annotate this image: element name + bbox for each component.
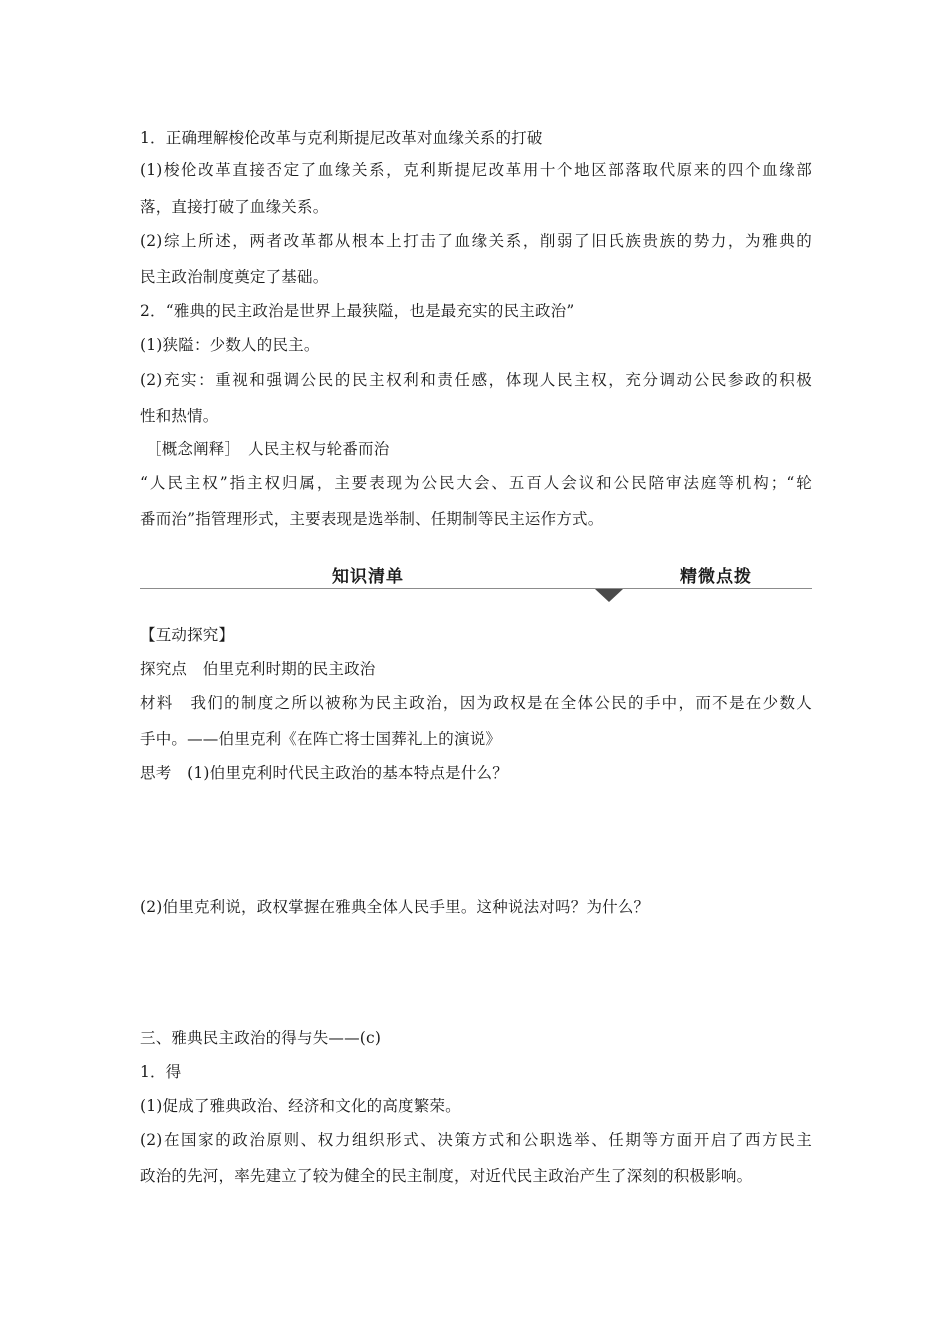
section2-heading: 2．“雅典的民主政治是世界上最狭隘，也是最充实的民主政治” bbox=[140, 302, 575, 320]
section1-p2-line1: (2)综上所述，两者改革都从根本上打击了血缘关系，削弱了旧氏族贵族的势力，为雅典的 bbox=[140, 232, 812, 250]
section1-heading: 1．正确理解梭伦改革与克利斯提尼改革对血缘关系的打破 bbox=[140, 129, 543, 147]
concept-line2: 番而治”指管理形式，主要表现是选举制、任期制等民主运作方式。 bbox=[140, 510, 604, 528]
section1-p1-line1: (1)梭伦改革直接否定了血缘关系，克利斯提尼改革用十个地区部落取代原来的四个血缘部 bbox=[140, 161, 812, 179]
explore-material-line2: 手中。——伯里克利《在阵亡将士国葬礼上的演说》 bbox=[140, 730, 502, 748]
section3-sub1: 1．得 bbox=[140, 1063, 182, 1081]
section2-p2-line1: (2)充实：重视和强调公民的民主权利和责任感，体现人民主权，充分调动公民参政的积极 bbox=[140, 371, 812, 389]
section3-p1: (1)促成了雅典政治、经济和文化的高度繁荣。 bbox=[140, 1097, 461, 1115]
section2-p2-line2: 性和热情。 bbox=[140, 407, 219, 425]
explore-material-line1: 材料 我们的制度之所以被称为民主政治，因为政权是在全体公民的手中，而不是在少数人 bbox=[140, 694, 812, 712]
explore-question-2: (2)伯里克利说，政权掌握在雅典全体人民手里。这种说法对吗？为什么？ bbox=[140, 898, 650, 916]
triangle-down-icon bbox=[595, 589, 623, 602]
section1-p2-line2: 民主政治制度奠定了基础。 bbox=[140, 268, 329, 286]
section2-p1: (1)狭隘：少数人的民主。 bbox=[140, 336, 320, 354]
explore-point: 探究点 伯里克利时期的民主政治 bbox=[140, 660, 376, 678]
concept-line1: “人民主权”指主权归属，主要表现为公民大会、五百人会议和公民陪审法庭等机构；“轮 bbox=[140, 474, 812, 492]
section3-p2-line1: (2)在国家的政治原则、权力组织形式、决策方式和公职选举、任期等方面开启了西方民主 bbox=[140, 1131, 812, 1149]
section-banner bbox=[140, 560, 812, 606]
banner-divider bbox=[140, 588, 812, 589]
banner-left-title: 知识清单 bbox=[332, 567, 404, 587]
concept-label: ［概念阐释］ 人民主权与轮番而治 bbox=[146, 440, 390, 458]
explore-title: 【互动探究】 bbox=[140, 626, 235, 644]
explore-question-1: 思考 (1)伯里克利时代民主政治的基本特点是什么？ bbox=[140, 764, 508, 782]
section1-p1-line2: 落，直接打破了血缘关系。 bbox=[140, 198, 329, 216]
section3-heading: 三、雅典民主政治的得与失——(c) bbox=[140, 1029, 382, 1047]
banner-right-title: 精微点拨 bbox=[680, 567, 752, 587]
section3-p2-line2: 政治的先河，率先建立了较为健全的民主制度，对近代民主政治产生了深刻的积极影响。 bbox=[140, 1167, 753, 1185]
